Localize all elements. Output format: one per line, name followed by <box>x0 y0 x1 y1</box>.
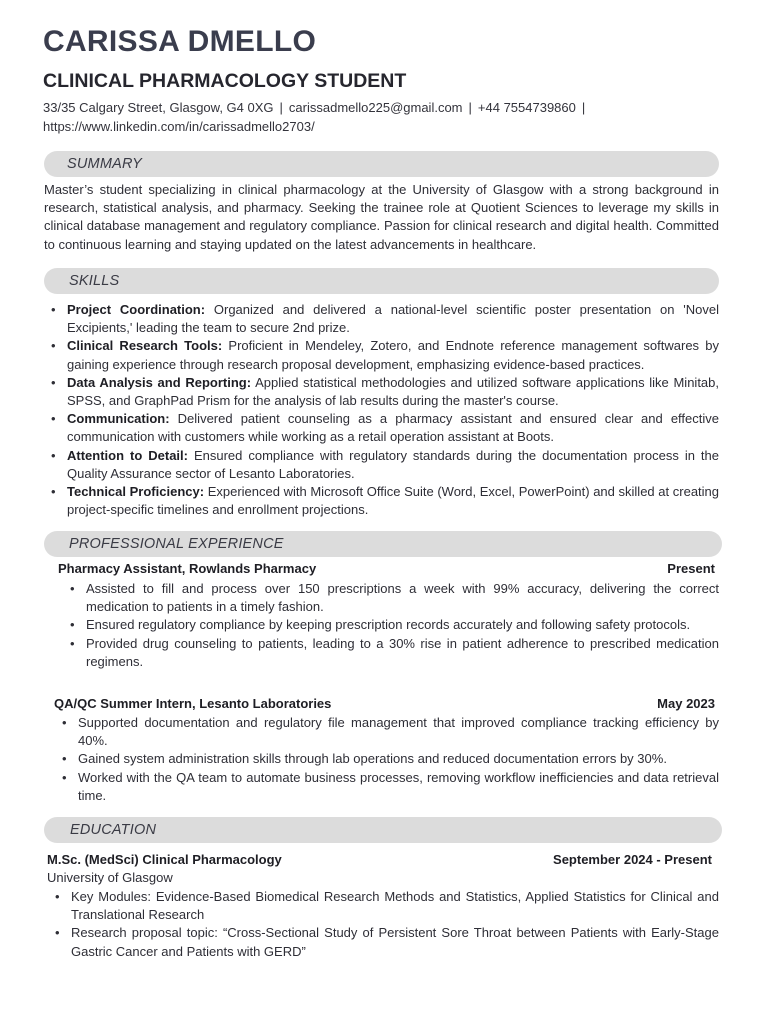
skill-label: Clinical Research Tools: <box>67 338 223 354</box>
job-date: Present <box>667 561 715 576</box>
list-item: • Key Modules: Evidence-Based Biomedical Research Methods and Statistics, Applied Statistics for Clinical and Translational Research <box>71 888 719 924</box>
linkedin-link[interactable]: https://www.linkedin.com/in/carissadmello2703/ <box>43 118 315 134</box>
address: 33/35 Calgary Street, Glasgow, G4 0XG <box>43 100 274 115</box>
skills-list <box>67 301 719 519</box>
skill-text: Experienced with Microsoft Office Suite (Word, Excel, PowerPoint) and skilled at creating project-specific timelines and enrollment projections. <box>67 484 720 518</box>
summary-text: Master’s student specializing in clinical pharmacology at the University of Glasgow with a strong background in research, statistical analysis, and pharmacy. Seeking the trainee role at Quotient Sciences to leverage my skills in clinical database management and regulatory compliance. Passion for clinical research and digital health. Committed to continuous learning and staying updated on the latest advancements in healthcare. <box>44 182 719 252</box>
list-item: • Assisted to fill and process over 150 prescriptions a week with 99% accuracy, delivering the correct medication to patients in a timely fashion. <box>86 580 719 616</box>
list-item <box>67 337 719 373</box>
job-bullets <box>78 714 719 805</box>
section-title: SKILLS <box>69 273 120 289</box>
list-item: • Research proposal topic: “Cross-Sectional Study of Persistent Sore Throat between Patients with Early-Stage Gastric Cancer and Patients with GERD” <box>71 924 719 960</box>
list-item: • Provided drug counseling to patients, leading to a 30% rise in patient adherence to prescribed medication regimens. <box>86 635 719 671</box>
list-item: • Supported documentation and regulatory file management that improved compliance tracking efficiency by 40%. <box>78 714 719 750</box>
skill-text: Delivered patient counseling as a pharmacy assistant and ensured clear and effective communication with customers while working as a retail operation assistant at Boots. <box>67 411 719 445</box>
list-item: • Worked with the QA team to automate business processes, removing workflow inefficiencies and data retrieval time. <box>78 769 719 805</box>
skill-label: Communication: <box>67 411 170 427</box>
skill-text: Proficient in Mendeley, Zotero, and Endnote reference management softwares by gaining experience through research proposal development, emphasizing evidence-based practices. <box>67 338 719 372</box>
job-bullets <box>86 580 719 671</box>
candidate-name: CARISSA DMELLO <box>43 25 317 58</box>
job-date: May 2023 <box>657 696 715 711</box>
list-item <box>67 483 719 519</box>
list-item <box>67 374 719 410</box>
degree-title: M.Sc. (MedSci) Clinical Pharmacology <box>47 852 282 867</box>
section-title: PROFESSIONAL EXPERIENCE <box>69 536 284 552</box>
list-item <box>67 410 719 446</box>
separator: | <box>581 100 586 115</box>
phone: +44 7554739860 <box>477 100 576 115</box>
separator: | <box>279 100 283 115</box>
skill-label: Attention to Detail: <box>67 447 188 463</box>
skill-text: Ensured compliance with regulatory standards during the documentation process in the Quality Assurance sector of Lesanto Laboratories. <box>67 447 720 481</box>
list-item: • Ensured regulatory compliance by keeping prescription records accurately and following safety protocols. <box>86 616 719 634</box>
skill-label: Data Analysis and Reporting: <box>67 374 252 390</box>
section-title: EDUCATION <box>70 822 157 838</box>
email-link[interactable]: carissadmello225@gmail.com <box>288 100 463 115</box>
separator: | <box>468 100 472 115</box>
candidate-title: CLINICAL PHARMACOLOGY STUDENT <box>43 70 407 92</box>
education-bullets <box>71 888 719 961</box>
job-title: Pharmacy Assistant, Rowlands Pharmacy <box>58 561 317 576</box>
contact-info <box>43 99 723 136</box>
job-title: QA/QC Summer Intern, Lesanto Laboratories <box>54 696 332 711</box>
section-header-education <box>44 817 722 843</box>
section-header-summary <box>44 151 719 177</box>
institution: University of Glasgow <box>47 870 173 885</box>
skill-text: Applied statistical methodologies and utilized software applications like Minitab, SPSS, and GraphPad Prism for the analysis of lab results during the master's course. <box>67 374 719 409</box>
section-title: SUMMARY <box>67 156 142 172</box>
list-item <box>67 447 719 483</box>
section-header-experience <box>44 531 722 557</box>
skill-label: Project Coordination: <box>67 302 206 317</box>
section-header-skills <box>44 268 719 294</box>
skill-label: Technical Proficiency: <box>67 484 205 500</box>
list-item <box>67 301 719 337</box>
education-date: September 2024 - Present <box>553 852 712 867</box>
list-item: • Gained system administration skills through lab operations and reduced documentation errors by 30%. <box>78 750 719 768</box>
skill-text: Organized and delivered a national-level scientific poster presentation on 'Novel Excipients,' leading the team to secure 2nd prize. <box>67 302 719 336</box>
